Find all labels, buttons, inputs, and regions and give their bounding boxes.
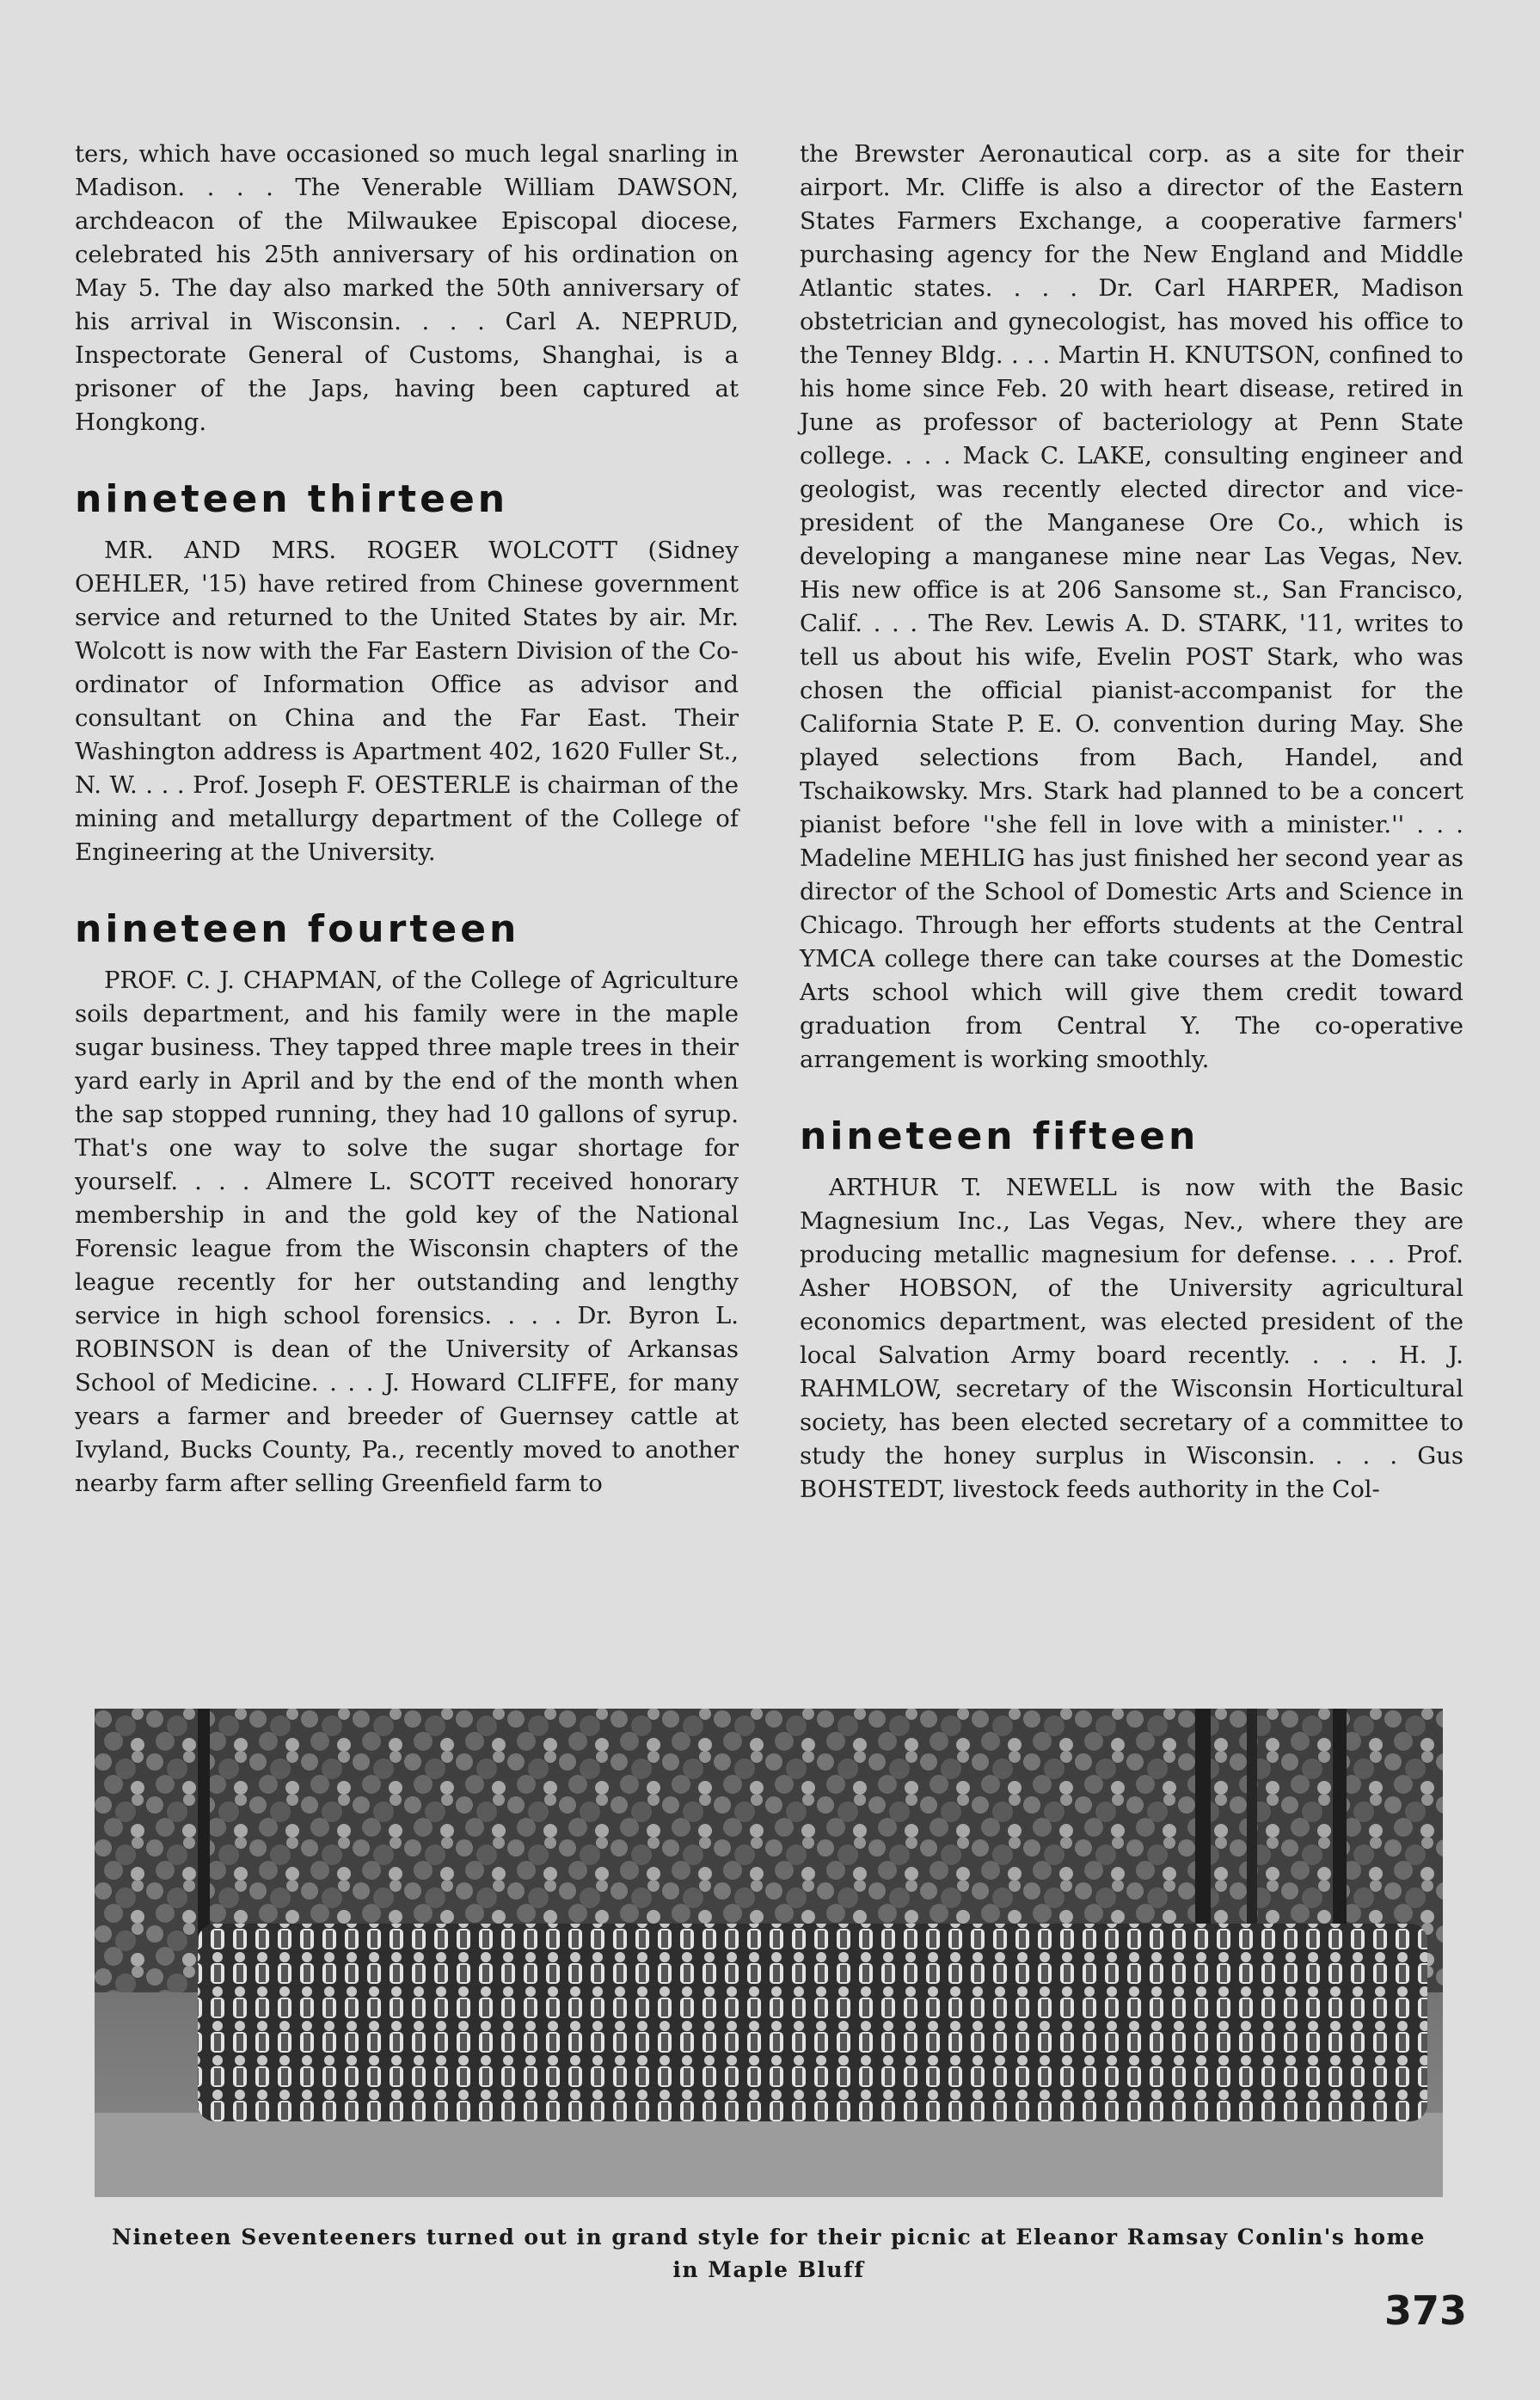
right-column xyxy=(800,138,1463,1507)
section-heading-1915: nineteen fifteen xyxy=(800,1114,1199,1158)
group-photo xyxy=(95,1709,1443,2197)
intro-paragraph: ters, which have occasioned so much legal snarling in Madison. . . . The Venerable William DAWSON, archdeacon of the Milwaukee Episcopal diocese, celebrated his 25th anniversary of his ordination on May 5. The day also marked the 50th anniversary of his arrival in Wisconsin. . . . Carl A. NEPRUD, Inspectorate General of Customs, Shanghai, is a prisoner of the Japs, having been captured at Hongkong. xyxy=(75,140,739,436)
paragraph-1913: MR. AND MRS. ROGER WOLCOTT (Sidney OEHLER, '15) have retired from Chinese government service and returned to the United States by air. Mr. Wolcott is now with the Far Eastern Division of the Co-ordinator of Information Office as advisor and consultant on China and the Far East. Their Washington address is Apartment 402, 1620 Fuller St., N. W. . . . Prof. Joseph F. OESTERLE is chairman of the mining and metallurgy department of the College of Engineering at the University. xyxy=(75,537,739,866)
paragraph-1914: PROF. C. J. CHAPMAN, of the College of Agriculture soils department, and his family were in the maple sugar business. They tapped three maple trees in their yard early in April and by the end of the month when the sap stopped running, they had 10 gallons of syrup. That's one way to solve the sugar shortage for yourself. . . . Almere L. SCOTT received honorary membership in and the gold key of the National Forensic league from the Wisconsin chapters of the league recently for her outstanding and lengthy service in high school forensics. . . . Dr. Byron L. ROBINSON is dean of the University of Arkansas School of Medicine. . . . J. Howard CLIFFE, for many years a farmer and breeder of Guernsey cattle at Ivyland, Bucks County, Pa., recently moved to another nearby farm after selling Greenfield farm to xyxy=(75,967,739,1497)
section-heading-1914: nineteen fourteen xyxy=(75,907,520,951)
continued-paragraph: the Brewster Aeronautical corp. as a site for their airport. Mr. Cliffe is also a director of the Eastern States Farmers Exchange, a cooperative farmers' purchasing agency for the New England and Middle Atlantic states. . . . Dr. Carl HARPER, Madison obstetrician and gynecologist, has moved his office to the Tenney Bldg. . . . Martin H. KNUTSON, confined to his home since Feb. 20 with heart disease, retired in June as professor of bacteriology at Penn State college. . . . Mack C. LAKE, consulting engineer and geologist, was recently elected director and vice-president of the Manganese Ore Co., which is developing a manganese mine near Las Vegas, Nev. His new office is at 206 Sansome st., San Francisco, Calif. . . . The Rev. Lewis A. D. STARK, '11, writes to tell us about his wife, Evelin POST Stark, who was chosen the official pianist-accompanist for the California State P. E. O. convention during May. She played selections from Bach, Handel, and Tschaikowsky. Mrs. Stark had planned to be a concert pianist before ''she fell in love with a minister.'' . . . Madeline MEHLIG has just finished her second year as director of the School of Domestic Arts and Science in Chicago. Through her efforts students at the Central YMCA college there can take courses at the Domestic Arts school which will give them credit toward graduation from Central Y. The co-operative arrangement is working smoothly. xyxy=(800,140,1463,1073)
section-heading-1913: nineteen thirteen xyxy=(75,477,509,521)
page-number: 373 xyxy=(1384,2287,1467,2334)
group-photo-image xyxy=(95,1709,1443,2197)
paragraph-1915: ARTHUR T. NEWELL is now with the Basic Magnesium Inc., Las Vegas, Nev., where they are producing metallic magnesium for defense. . . . Prof. Asher HOBSON, of the University agricultural economics department, was elected president of the local Salvation Army board recently. . . . H. J. RAHMLOW, secretary of the Wisconsin Horticultural society, has been elected secretary of a committee to study the honey surplus in Wisconsin. . . . Gus BOHSTEDT, livestock feeds authority in the Col- xyxy=(800,1174,1463,1503)
photo-caption: Nineteen Seventeeners turned out in grand style for their picnic at Eleanor Ramsay Conlin's home in Maple Bluff xyxy=(112,2225,1426,2282)
left-column xyxy=(75,138,739,1501)
